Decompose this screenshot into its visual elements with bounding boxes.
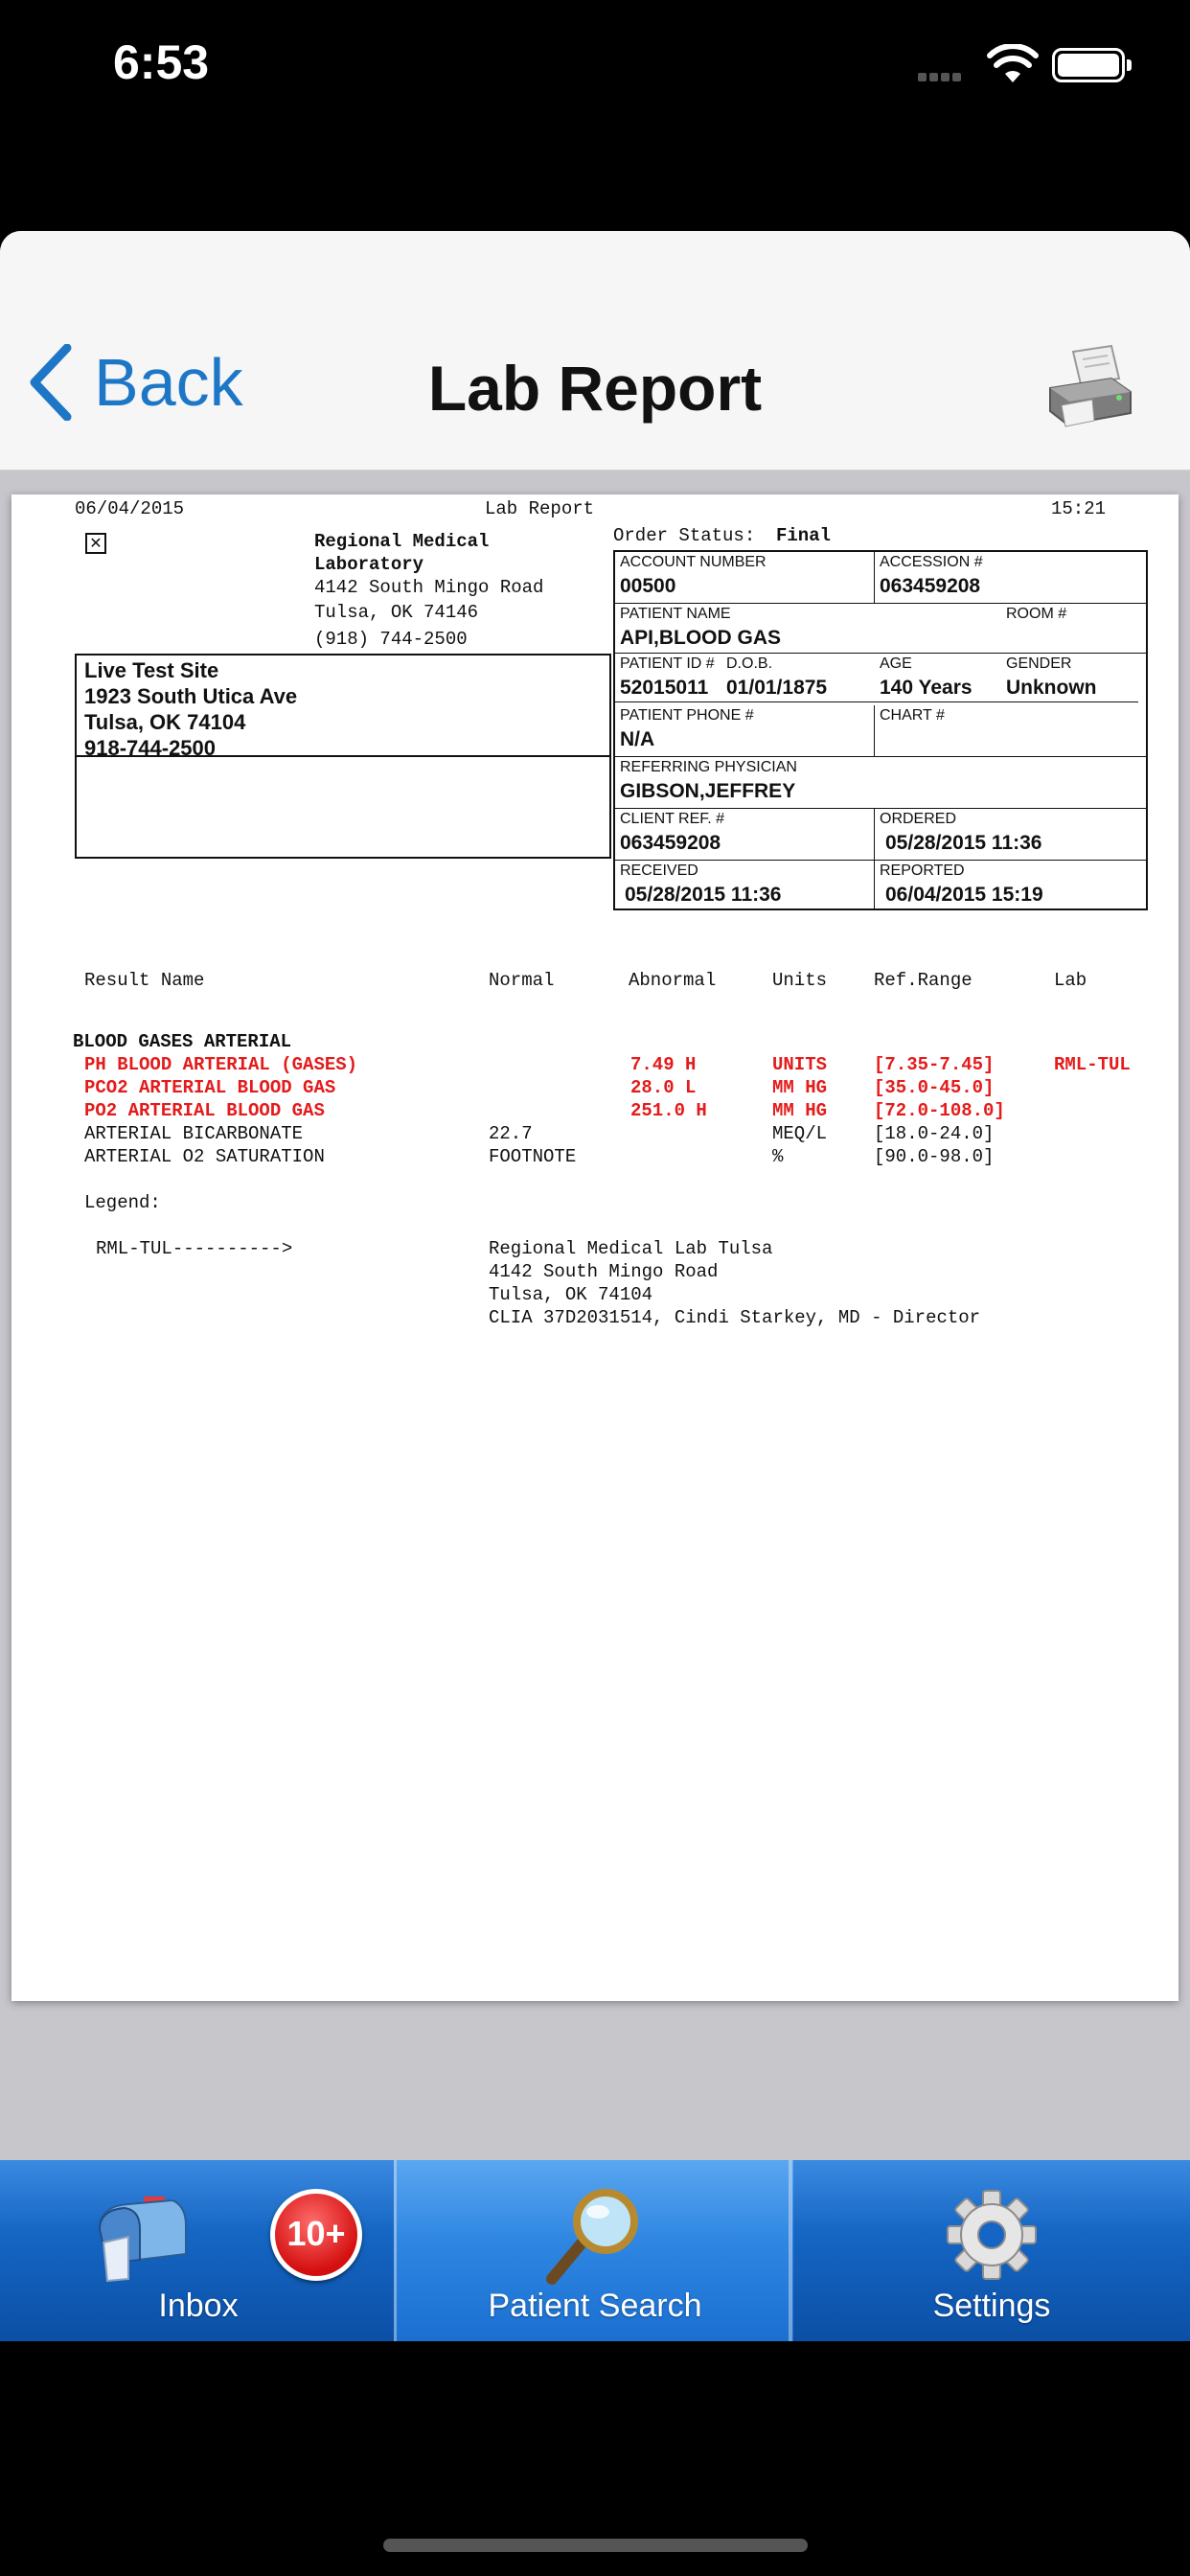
patient-name: API,BLOOD GAS xyxy=(620,627,782,649)
site-address-box xyxy=(75,654,611,760)
status-time: 6:53 xyxy=(113,35,210,89)
result-range: [35.0-45.0] xyxy=(874,1077,995,1098)
legend-line: CLIA 37D2031514, Cindi Starkey, MD - Director xyxy=(489,1307,981,1328)
result-range: [18.0-24.0] xyxy=(874,1123,995,1144)
page-title: Lab Report xyxy=(427,353,763,424)
result-units: MEQ/L xyxy=(772,1123,828,1144)
notes-box xyxy=(75,755,611,859)
accession-label: ACCESSION # xyxy=(880,554,983,570)
referring-physician: GIBSON,JEFFREY xyxy=(620,780,796,802)
result-abnormal: 28.0 L xyxy=(630,1077,697,1098)
result-abnormal: 7.49 H xyxy=(630,1054,697,1075)
age: 140 Years xyxy=(880,677,973,699)
tab-inbox-label: Inbox xyxy=(158,2288,239,2324)
tab-patient-search[interactable] xyxy=(397,2160,793,2341)
result-name: PH BLOOD ARTERIAL (GASES) xyxy=(84,1054,358,1075)
inbox-badge: 10+ xyxy=(270,2189,362,2281)
client-ref: 063459208 xyxy=(620,832,721,854)
result-units: MM HG xyxy=(772,1077,828,1098)
checkbox-icon: ✕ xyxy=(85,533,106,554)
order-status-value: Final xyxy=(776,525,832,546)
col-normal: Normal xyxy=(489,970,555,991)
accession-number: 063459208 xyxy=(880,575,981,597)
site-phone: 918-744-2500 xyxy=(84,736,217,760)
gender-label: GENDER xyxy=(1006,656,1072,672)
tab-settings[interactable] xyxy=(793,2160,1190,2341)
gear-icon xyxy=(944,2187,1040,2283)
legend-key: RML-TUL----------> xyxy=(96,1238,293,1259)
mailbox-icon xyxy=(90,2187,195,2283)
patient-phone: N/A xyxy=(620,728,655,750)
gender: Unknown xyxy=(1006,677,1097,699)
lab-name-line2: Laboratory xyxy=(314,554,424,575)
ordered-datetime: 05/28/2015 11:36 xyxy=(885,832,1042,854)
ordered-label: ORDERED xyxy=(880,811,957,827)
result-abnormal: 251.0 H xyxy=(630,1100,707,1121)
room-label: ROOM # xyxy=(1006,606,1067,622)
patient-id-label: PATIENT ID # xyxy=(620,656,715,672)
back-label: Back xyxy=(94,345,243,420)
patient-info-grid xyxy=(613,550,1148,910)
result-range: [90.0-98.0] xyxy=(874,1146,995,1167)
result-normal: FOOTNOTE xyxy=(489,1146,577,1167)
lab-report-page xyxy=(11,494,1179,2001)
magnifier-icon xyxy=(542,2187,648,2287)
patient-name-label: PATIENT NAME xyxy=(620,606,731,622)
col-units: Units xyxy=(772,970,828,991)
patient-id: 52015011 xyxy=(620,677,709,699)
result-name: ARTERIAL O2 SATURATION xyxy=(84,1146,325,1167)
site-city: Tulsa, OK 74104 xyxy=(84,710,246,734)
col-result-name: Result Name xyxy=(84,970,205,991)
received-label: RECEIVED xyxy=(620,862,698,879)
referring-physician-label: REFERRING PHYSICIAN xyxy=(620,759,797,775)
col-lab: Lab xyxy=(1054,970,1087,991)
col-ref-range: Ref.Range xyxy=(874,970,973,991)
result-name: PO2 ARTERIAL BLOOD GAS xyxy=(84,1100,325,1121)
site-address: 1923 South Utica Ave xyxy=(84,684,298,708)
section-title: BLOOD GASES ARTERIAL xyxy=(73,1031,292,1052)
battery-icon xyxy=(1052,48,1125,82)
modal-sheet xyxy=(0,231,1190,2341)
result-units: % xyxy=(772,1146,784,1167)
received-datetime: 05/28/2015 11:36 xyxy=(625,884,782,906)
client-ref-label: CLIENT REF. # xyxy=(620,811,725,827)
result-name: PCO2 ARTERIAL BLOOD GAS xyxy=(84,1077,336,1098)
account-number-label: ACCOUNT NUMBER xyxy=(620,554,767,570)
navigation-bar xyxy=(0,231,1190,471)
patient-phone-label: PATIENT PHONE # xyxy=(620,707,754,724)
reported-datetime: 06/04/2015 15:19 xyxy=(885,884,1043,906)
site-name: Live Test Site xyxy=(84,658,219,682)
dob: 01/01/1875 xyxy=(726,677,828,699)
lab-city: Tulsa, OK 74146 xyxy=(314,602,479,623)
result-normal: 22.7 xyxy=(489,1123,533,1144)
col-abnormal: Abnormal xyxy=(629,970,717,991)
lab-phone: (918) 744-2500 xyxy=(314,629,468,650)
wifi-icon xyxy=(987,44,1039,84)
home-indicator[interactable] xyxy=(383,2539,808,2552)
tab-inbox[interactable] xyxy=(0,2160,397,2341)
result-range: [72.0-108.0] xyxy=(874,1100,1005,1121)
account-number: 00500 xyxy=(620,575,676,597)
result-lab: RML-TUL xyxy=(1054,1054,1131,1075)
dob-label: D.O.B. xyxy=(726,656,773,672)
cellular-signal-icon xyxy=(918,69,964,86)
result-units: UNITS xyxy=(772,1054,828,1075)
legend-line: 4142 South Mingo Road xyxy=(489,1261,719,1282)
tab-patient-search-label: Patient Search xyxy=(488,2288,702,2324)
status-bar xyxy=(0,0,1190,134)
lab-name-line1: Regional Medical xyxy=(314,531,490,552)
age-label: AGE xyxy=(880,656,912,672)
chart-label: CHART # xyxy=(880,707,945,724)
printer-icon[interactable] xyxy=(1044,344,1133,430)
reported-label: REPORTED xyxy=(880,862,965,879)
order-status-label: Order Status: xyxy=(613,525,756,546)
report-time: 15:21 xyxy=(1051,498,1107,519)
legend-line: Tulsa, OK 74104 xyxy=(489,1284,653,1305)
tab-bar xyxy=(0,2160,1190,2341)
report-date: 06/04/2015 xyxy=(75,498,185,519)
result-units: MM HG xyxy=(772,1100,828,1121)
legend-line: Regional Medical Lab Tulsa xyxy=(489,1238,773,1259)
legend-label: Legend: xyxy=(84,1192,161,1213)
result-name: ARTERIAL BICARBONATE xyxy=(84,1123,304,1144)
lab-address: 4142 South Mingo Road xyxy=(314,577,544,598)
result-range: [7.35-7.45] xyxy=(874,1054,995,1075)
tab-settings-label: Settings xyxy=(932,2288,1051,2324)
report-header-title: Lab Report xyxy=(485,498,595,519)
